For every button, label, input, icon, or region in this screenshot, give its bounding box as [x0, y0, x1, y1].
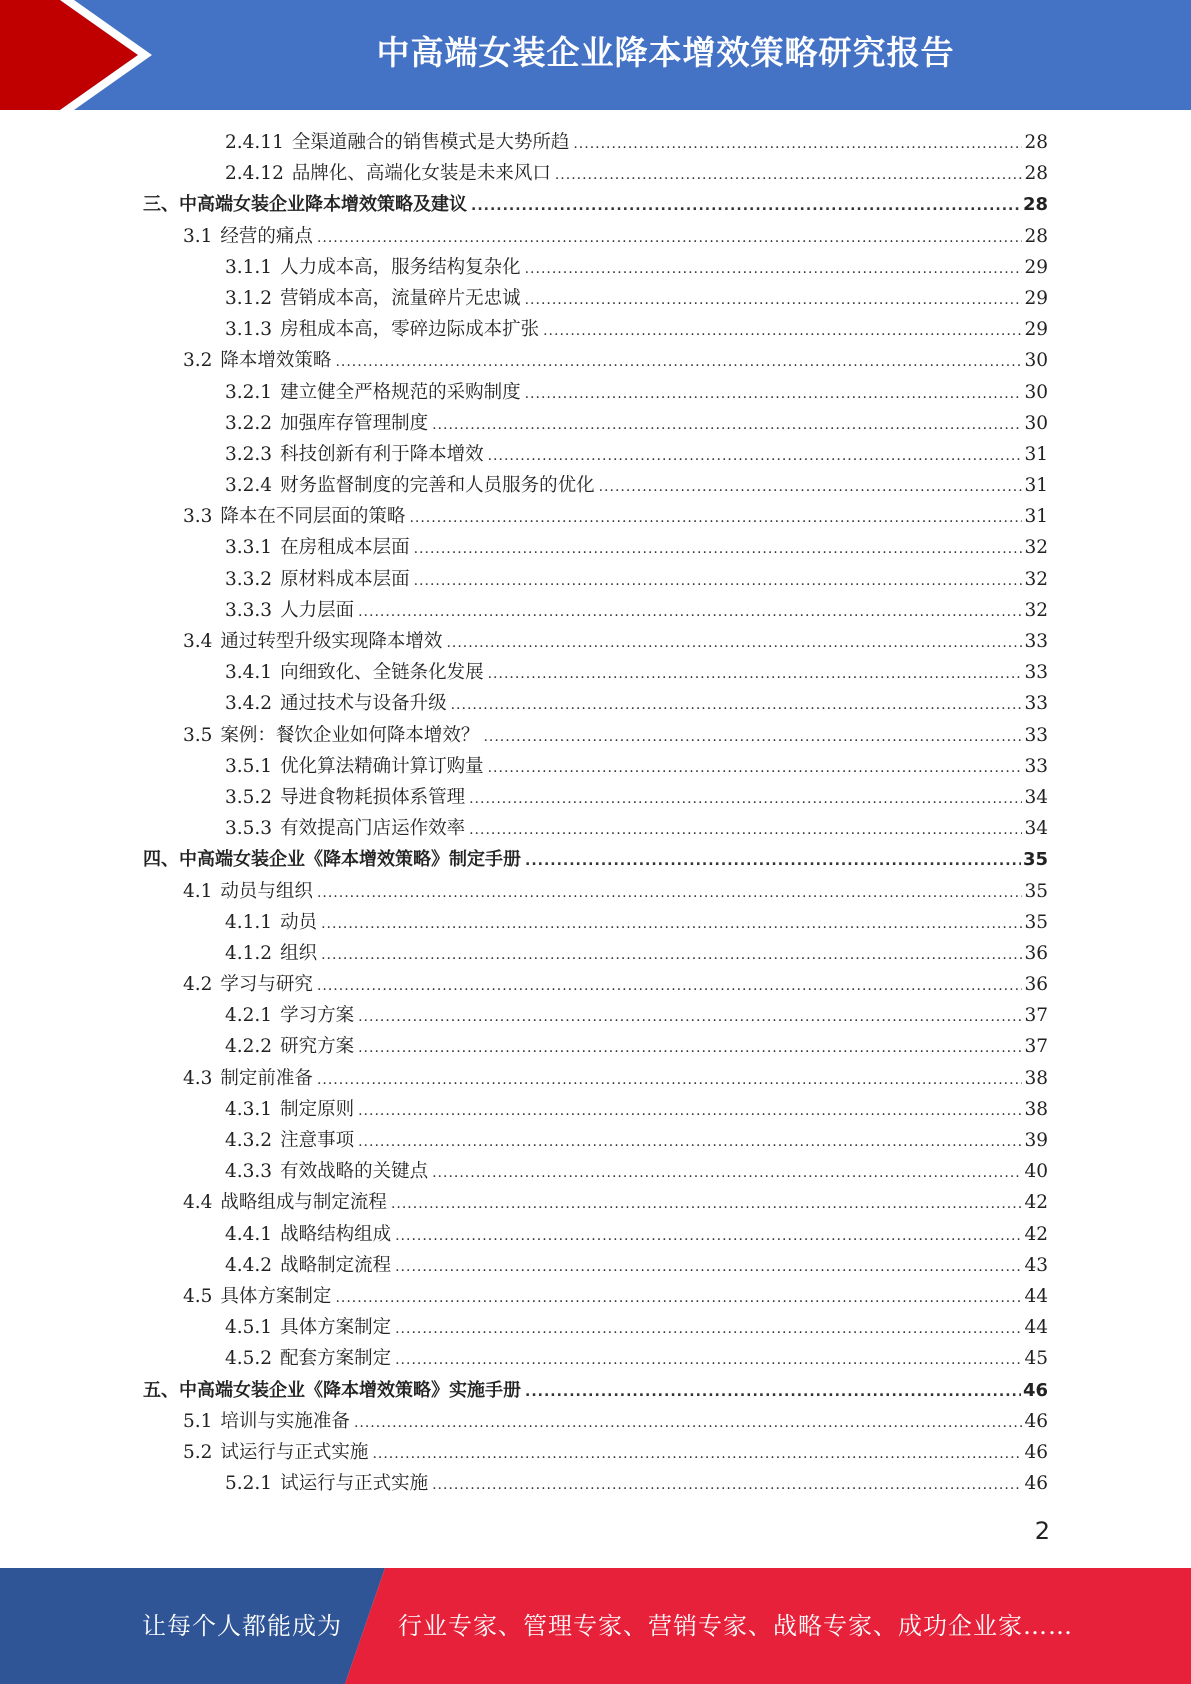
- footer-slogan-left: 让每个人都能成为: [142, 1612, 342, 1640]
- toc-entry[interactable]: [143, 877, 1048, 908]
- toc-entry-page: 44: [1024, 1317, 1048, 1339]
- toc-entry-title: 经营的痛点: [220, 225, 313, 247]
- toc-entry[interactable]: [143, 1095, 1048, 1126]
- toc-entry-number: 2.4.11: [225, 132, 284, 153]
- page-number: 2: [1034, 1517, 1050, 1545]
- toc-entry[interactable]: [143, 1251, 1048, 1282]
- toc-dot-leader: [395, 1352, 1022, 1368]
- toc-entry-title: 三、中高端女装企业降本增效策略及建议: [143, 194, 467, 216]
- toc-dot-leader: [451, 697, 1023, 713]
- toc-entry-page: 35: [1022, 849, 1048, 871]
- toc-entry-page: 28: [1022, 194, 1048, 216]
- toc-dot-leader: [555, 167, 1023, 183]
- page-header: [0, 0, 1191, 110]
- toc-entry[interactable]: [143, 627, 1048, 658]
- toc-entry-page: 39: [1024, 1130, 1048, 1151]
- toc-entry-page: 30: [1024, 350, 1048, 372]
- toc-entry[interactable]: [143, 1376, 1048, 1407]
- toc-entry-page: 28: [1024, 132, 1048, 153]
- toc-entry-page: 28: [1024, 163, 1048, 185]
- toc-entry[interactable]: [143, 1469, 1048, 1500]
- toc-entry-number: 4.1.1: [225, 911, 273, 933]
- toc-entry-number: 4.1: [183, 880, 213, 902]
- toc-entry-page: 33: [1024, 631, 1048, 652]
- toc-entry-page: 37: [1024, 1036, 1048, 1058]
- toc-entry-page: 31: [1024, 443, 1048, 465]
- toc-dot-leader: [446, 635, 1022, 651]
- toc-entry-page: 29: [1024, 287, 1048, 309]
- toc-entry[interactable]: [143, 253, 1048, 284]
- toc-entry-page: 42: [1024, 1223, 1048, 1245]
- toc-entry-title: 具体方案制定: [280, 1317, 392, 1339]
- toc-entry[interactable]: [143, 1188, 1048, 1219]
- toc-entry-title: 在房租成本层面: [280, 537, 410, 559]
- toc-entry-number: 4.1.2: [225, 942, 273, 964]
- toc-entry-number: 4.4.1: [225, 1223, 273, 1245]
- toc-dot-leader: [358, 604, 1022, 620]
- toc-entry-number: 4.3.3: [225, 1161, 273, 1183]
- toc-entry-title: 五、中高端女装企业《降本增效策略》实施手册: [143, 1379, 521, 1401]
- toc-entry-number: 3.3.2: [225, 568, 273, 590]
- report-title: 中高端女装企业降本增效策略研究报告: [376, 33, 955, 72]
- toc-entry-title: 试运行与正式实施: [280, 1473, 429, 1495]
- toc-dot-leader: [358, 1103, 1022, 1119]
- toc-entry-title: 动员: [280, 911, 318, 933]
- toc-entry-title: 通过转型升级实现降本增效: [220, 631, 443, 652]
- toc-entry-page: 29: [1024, 256, 1048, 278]
- toc-entry-title: 试运行与正式实施: [220, 1441, 369, 1463]
- toc-entry-number: 4.3.1: [225, 1098, 273, 1120]
- toc-entry-number: 5.1: [183, 1410, 213, 1432]
- toc-dot-leader: [317, 885, 1023, 901]
- toc-entry[interactable]: [143, 409, 1048, 440]
- toc-entry-title: 品牌化、高端化女装是未来风口: [291, 163, 551, 185]
- toc-entry-number: 3.2.3: [225, 443, 273, 465]
- toc-entry-page: 32: [1024, 568, 1048, 590]
- toc-entry-number: 3.5.2: [225, 786, 273, 808]
- toc-dot-leader: [488, 448, 1023, 464]
- toc-entry[interactable]: [143, 721, 1048, 752]
- toc-entry-page: 38: [1024, 1098, 1048, 1120]
- toc-entry[interactable]: [143, 440, 1048, 471]
- toc-entry-page: 46: [1024, 1441, 1048, 1463]
- toc-entry-number: 4.5.2: [225, 1348, 273, 1370]
- toc-entry[interactable]: [143, 1064, 1048, 1095]
- toc-entry[interactable]: [143, 1313, 1048, 1344]
- toc-entry-page: 42: [1024, 1192, 1048, 1214]
- toc-entry-number: 4.3.2: [225, 1130, 273, 1151]
- toc-entry-title: 房租成本高，零碎边际成本扩张: [280, 319, 540, 341]
- toc-dot-leader: [525, 1384, 1021, 1400]
- toc-entry[interactable]: [143, 658, 1048, 689]
- toc-dot-leader: [432, 1165, 1022, 1181]
- toc-entry[interactable]: [143, 1126, 1048, 1157]
- toc-entry-number: 3.1.2: [225, 287, 273, 309]
- toc-entry-number: 3.5: [183, 724, 213, 746]
- toc-entry-title: 营销成本高，流量碎片无忠诚: [280, 287, 521, 309]
- toc-dot-leader: [317, 1072, 1023, 1088]
- toc-dot-leader: [543, 323, 1022, 339]
- toc-entry-page: 29: [1024, 319, 1048, 341]
- toc-entry-title: 战略制定流程: [280, 1254, 392, 1276]
- toc-dot-leader: [321, 916, 1022, 932]
- toc-dot-leader: [471, 198, 1021, 214]
- toc-entry[interactable]: [143, 783, 1048, 814]
- toc-dot-leader: [354, 1415, 1023, 1431]
- toc-entry[interactable]: [143, 315, 1048, 346]
- toc-dot-leader: [432, 1477, 1022, 1493]
- toc-entry-page: 33: [1024, 662, 1048, 684]
- toc-entry-page: 35: [1024, 880, 1048, 902]
- toc-entry[interactable]: [143, 471, 1048, 502]
- toc-entry-number: 3.2.1: [225, 381, 273, 403]
- toc-entry-number: 3.4.1: [225, 662, 273, 684]
- toc-dot-leader: [395, 1259, 1022, 1275]
- toc-dot-leader: [335, 354, 1022, 370]
- toc-entry-page: 46: [1024, 1473, 1048, 1495]
- toc-entry-number: 4.5: [183, 1285, 213, 1307]
- toc-entry-number: 2.4.12: [225, 163, 284, 185]
- toc-entry[interactable]: [143, 502, 1048, 533]
- toc-entry-number: 3.3.1: [225, 537, 273, 559]
- toc-entry-page: 36: [1024, 974, 1048, 996]
- toc-entry-number: 5.2: [183, 1441, 213, 1463]
- toc-entry-page: 28: [1024, 225, 1048, 247]
- toc-entry-page: 38: [1024, 1067, 1048, 1089]
- toc-dot-leader: [525, 386, 1023, 402]
- toc-entry-title: 培训与实施准备: [220, 1410, 350, 1432]
- toc-entry[interactable]: [143, 970, 1048, 1001]
- toc-entry-page: 34: [1024, 786, 1048, 808]
- toc-entry-number: 3.1.1: [225, 256, 273, 278]
- toc-entry-page: 45: [1024, 1348, 1048, 1370]
- toc-dot-leader: [395, 1321, 1022, 1337]
- toc-dot-leader: [395, 1228, 1022, 1244]
- toc-entry[interactable]: [143, 128, 1048, 159]
- toc-entry-title: 具体方案制定: [220, 1285, 332, 1307]
- toc-entry-number: 3.1: [183, 225, 213, 247]
- toc-entry-title: 有效提高门店运作效率: [280, 818, 466, 840]
- toc-entry-page: 44: [1024, 1285, 1048, 1307]
- toc-entry-number: 4.3: [183, 1067, 213, 1089]
- toc-entry-title: 向细致化、全链条化发展: [280, 662, 484, 684]
- toc-entry[interactable]: [143, 1001, 1048, 1032]
- toc-dot-leader: [358, 1040, 1022, 1056]
- toc-entry-page: 33: [1024, 755, 1048, 777]
- toc-entry-page: 46: [1024, 1410, 1048, 1432]
- toc-entry[interactable]: [143, 1032, 1048, 1063]
- toc-entry-page: 33: [1024, 693, 1048, 715]
- toc-entry[interactable]: [143, 814, 1048, 845]
- toc-entry[interactable]: [143, 222, 1048, 253]
- toc-dot-leader: [358, 1134, 1022, 1150]
- toc-entry-title: 人力成本高，服务结构复杂化: [280, 256, 521, 278]
- toc-entry-title: 组织: [280, 942, 318, 964]
- toc-entry[interactable]: [143, 1344, 1048, 1375]
- toc-entry-page: 32: [1024, 537, 1048, 559]
- toc-entry[interactable]: [143, 378, 1048, 409]
- toc-dot-leader: [599, 479, 1023, 495]
- toc-entry-number: 3.3.3: [225, 599, 273, 621]
- toc-entry-number: 3.4.2: [225, 693, 273, 715]
- toc-entry-title: 原材料成本层面: [280, 568, 410, 590]
- toc-entry[interactable]: [143, 346, 1048, 377]
- toc-entry-page: 30: [1024, 412, 1048, 434]
- toc-dot-leader: [321, 947, 1022, 963]
- toc-entry[interactable]: [143, 1157, 1048, 1188]
- toc-dot-leader: [488, 666, 1023, 682]
- toc-entry-title: 动员与组织: [220, 880, 313, 902]
- toc-entry[interactable]: [143, 596, 1048, 627]
- footer-slogan-right: 行业专家、管理专家、营销专家、战略专家、成功企业家……: [398, 1612, 1073, 1640]
- toc-entry-page: 40: [1024, 1161, 1048, 1183]
- toc-entry-page: 43: [1024, 1254, 1048, 1276]
- toc-entry-number: 4.2.2: [225, 1036, 273, 1058]
- toc-entry-page: 46: [1022, 1379, 1048, 1401]
- toc-dot-leader: [469, 822, 1022, 838]
- toc-entry[interactable]: [143, 1438, 1048, 1469]
- toc-entry-title: 导进食物耗损体系管理: [280, 786, 466, 808]
- toc-dot-leader: [525, 292, 1023, 308]
- toc-entry-title: 战略组成与制定流程: [220, 1192, 387, 1214]
- toc-entry-title: 通过技术与设备升级: [280, 693, 447, 715]
- toc-entry-number: 4.2.1: [225, 1005, 273, 1027]
- toc-entry-title: 加强库存管理制度: [280, 412, 429, 434]
- toc-dot-leader: [317, 978, 1023, 994]
- toc-dot-leader: [432, 417, 1022, 433]
- toc-entry-title: 人力层面: [280, 599, 355, 621]
- toc-entry-number: 4.4: [183, 1192, 213, 1214]
- toc-entry-number: 3.2.4: [225, 475, 273, 497]
- toc-entry[interactable]: [143, 533, 1048, 564]
- toc-entry-title: 四、中高端女装企业《降本增效策略》制定手册: [143, 849, 521, 871]
- toc-entry-number: 3.1.3: [225, 319, 273, 341]
- toc-entry[interactable]: [143, 908, 1048, 939]
- toc-entry-title: 制定原则: [280, 1098, 355, 1120]
- toc-entry-number: 4.4.2: [225, 1254, 273, 1276]
- toc-entry-title: 全渠道融合的销售模式是大势所趋: [291, 132, 570, 153]
- toc-entry[interactable]: [143, 1407, 1048, 1438]
- toc-entry-title: 配套方案制定: [280, 1348, 392, 1370]
- toc-entry-number: 4.2: [183, 974, 213, 996]
- toc-entry[interactable]: [143, 190, 1048, 221]
- toc-entry-title: 有效战略的关键点: [280, 1161, 429, 1183]
- toc-dot-leader: [391, 1196, 1023, 1212]
- toc-entry-page: 34: [1024, 818, 1048, 840]
- toc-entry-page: 31: [1024, 506, 1048, 528]
- toc-entry[interactable]: [143, 159, 1048, 190]
- toc-entry-title: 制定前准备: [220, 1067, 313, 1089]
- toc-entry-title: 财务监督制度的完善和人员服务的优化: [280, 475, 595, 497]
- toc-dot-leader: [525, 853, 1021, 869]
- toc-entry-number: 3.4: [183, 631, 213, 652]
- toc-entry-number: 3.2: [183, 350, 213, 372]
- toc-entry[interactable]: [143, 689, 1048, 720]
- toc-entry-page: 31: [1024, 475, 1048, 497]
- toc-dot-leader: [358, 1009, 1022, 1025]
- toc-dot-leader: [409, 510, 1022, 526]
- toc-entry-number: 3.3: [183, 506, 213, 528]
- toc-entry-title: 降本在不同层面的策略: [220, 506, 406, 528]
- toc-entry-page: 33: [1024, 724, 1048, 746]
- toc-entry-title: 降本增效策略: [220, 350, 332, 372]
- toc-entry[interactable]: [143, 1220, 1048, 1251]
- toc-entry-title: 学习与研究: [220, 974, 313, 996]
- page-footer: [0, 1568, 1191, 1684]
- toc-entry-number: 3.5.3: [225, 818, 273, 840]
- toc-entry-page: 30: [1024, 381, 1048, 403]
- toc-dot-leader: [317, 230, 1023, 246]
- toc-entry[interactable]: [143, 752, 1048, 783]
- toc-entry-title: 优化算法精确计算订购量: [280, 755, 484, 777]
- toc-dot-leader: [414, 573, 1023, 589]
- toc-entry[interactable]: [143, 845, 1048, 876]
- toc-entry-number: 3.5.1: [225, 755, 273, 777]
- toc-entry[interactable]: [143, 565, 1048, 596]
- toc-entry-title: 科技创新有利于降本增效: [280, 443, 484, 465]
- toc-entry-title: 战略结构组成: [280, 1223, 392, 1245]
- toc-dot-leader: [573, 136, 1022, 152]
- toc-dot-leader: [525, 261, 1023, 277]
- toc-dot-leader: [372, 1446, 1022, 1462]
- toc-entry-title: 注意事项: [280, 1130, 355, 1151]
- toc-entry-number: 3.2.2: [225, 412, 273, 434]
- toc-entry-number: 5.2.1: [225, 1473, 273, 1495]
- toc-entry-page: 35: [1024, 911, 1048, 933]
- toc-entry-title: 案例：餐饮企业如何降本增效？: [220, 724, 480, 746]
- toc-entry-title: 学习方案: [280, 1005, 355, 1027]
- toc-entry[interactable]: [143, 1282, 1048, 1313]
- toc-dot-leader: [335, 1290, 1022, 1306]
- toc-entry[interactable]: [143, 284, 1048, 315]
- toc-entry-title: 研究方案: [280, 1036, 355, 1058]
- toc-entry-page: 32: [1024, 599, 1048, 621]
- toc-entry-number: 4.5.1: [225, 1317, 273, 1339]
- toc-dot-leader: [414, 541, 1023, 557]
- toc-entry-title: 建立健全严格规范的采购制度: [280, 381, 521, 403]
- toc-entry-page: 37: [1024, 1005, 1048, 1027]
- toc-dot-leader: [488, 760, 1023, 776]
- toc-dot-leader: [483, 729, 1022, 745]
- toc-entry[interactable]: [143, 939, 1048, 970]
- toc-entry-page: 36: [1024, 942, 1048, 964]
- toc-dot-leader: [469, 791, 1022, 807]
- table-of-contents: [143, 128, 1048, 1500]
